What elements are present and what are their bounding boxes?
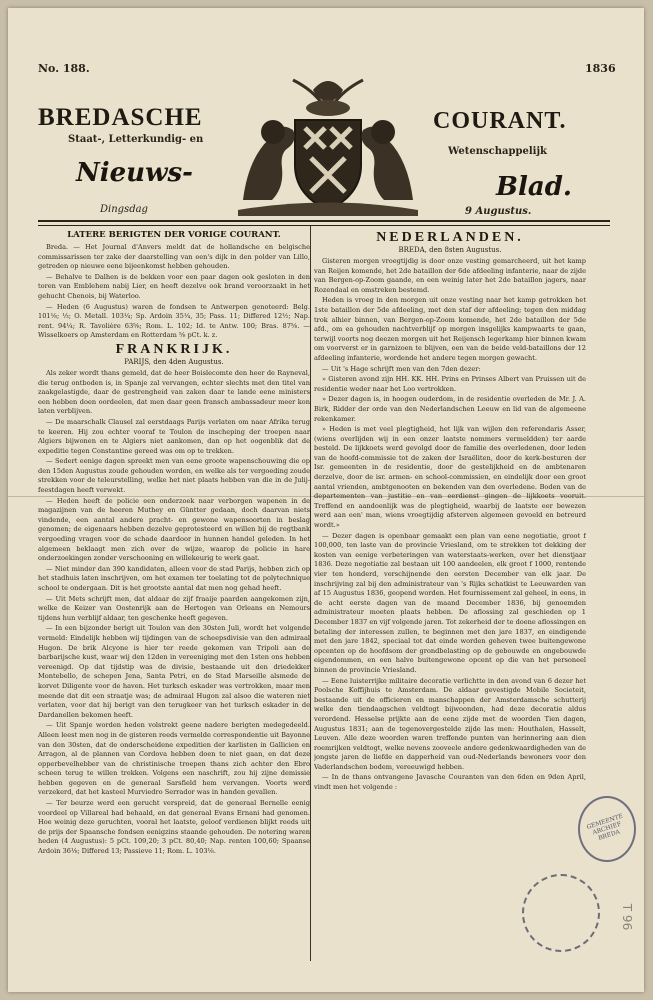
masthead-blackletter-left: Nieuws-: [76, 158, 193, 188]
section-dateline: PARIJS, den 4den Augustus.: [124, 357, 224, 366]
left-column: [38, 230, 310, 970]
section-title-france: FRANKRIJK.: [115, 341, 233, 357]
article-paragraph: » Gisteren avond zijn HH. KK. HH. Prins en Prinses Albert van Pruissen uit de residentie weder naar het Loo vertrokken.: [314, 375, 586, 393]
article-paragraph: — Niet minder dan 390 kandidaten, alleen voor de stad Parijs, hebben zich op het stadhuis laten inschrijven, om het examen ter toelating tot de polytechnique school te ondergaan. Dit is het grootste aantal dat men nog gehad heeft.: [38, 564, 310, 592]
issue-day: Dingsdag: [100, 204, 148, 215]
article-paragraph: — Eene luisterrijke militaire decoratie verlichtte in den avond van 6 dezer het Poolsche Koffijhuis te Amsterdam. De aldaar gevestigde Mobile Societeit, bestaande uit de officieren en manschappen der Amsterdamsche schutterij welke den tiendaagschen veldtogt bijwoonden, had deze decoratie aldus verordend. Hesselse prijkte aan de eene zijde met de woorden Tien dagen, Augustus 1831; aan de tegenovergestelde zijde las men: Houthalen, Hasselt, Leuven. Alle deze woorden waren treffende punten van herinnering aan dien roemrijken veldtogt, welke nevens zooveele andere gedenkwaardigheden van de jongste jaren de liefde en dapperheid van oud-Nederlands bewoners voor den Vaderlandschen bodem, vereeuwigd hebben.: [314, 676, 586, 771]
round-seal-icon: [522, 874, 600, 952]
article-paragraph: — Ter beurze werd een gerucht verspreid, dat de generaal Bernelle eenig voordeel op Villareal had behaald, en dat generaal Evans Ernani had genomen. Hoe weinig deze geruchten, vooral het laatste, geloof verdienen blijkt reeds uit de prijs der Spaansche fondsen eenigzins staande gehouden. De notering waren heden (4 Augustus): 5 pCt. 109,20; 3 pCt. 80,40; Nap. renten 100,60; Spaanse Ardoin 36⅛; Differed 13; Passieve 11; Rom. L. 103⅛.: [38, 799, 310, 856]
right-column: [314, 230, 586, 970]
newspaper-page: [8, 8, 644, 992]
right-column-header: NEDERLANDEN.: [376, 230, 524, 245]
article-paragraph: Breda. — Het Journal d'Anvers meldt dat de hollandsche en belgische commissarissen ter zake der daarstelling van een's dijk in den polder van Lillo, getreden op nieuwe eene bijeenkomst hebben gehouden.: [38, 243, 310, 271]
masthead-title-left: BREDASCHE: [38, 104, 203, 131]
article-paragraph: — Uit Spanje worden heden volstrekt geene nadere berigten medegedeeld. Alleen leest men nog in de gisteren reeds vermelde correspondentie uit Bayonne van den 30sten, dat de onderscheidene expeditien der karlisten in Gallicien en Arragon, al de plannen van Cordova hebben doen te niet gaan, en dat deze opperbevelhebber van de christinische troepen thans zich achter den Ebro scheen terug te willen trekken. Volgens een naschrift, zou hij zijne demissie hebben gegeven en de generaal Sarsfield hem vervangen. Voorts werd verzekerd, dat het kasteel Murviedro Serrador was in handen gevallen.: [38, 721, 310, 797]
article-paragraph: — Sedert eenige dagen spreekt men van eene groote wapenschouwing die op den 15den Augustus zoude gehouden worden, en welke als ter vergoeding zoude strekken voor de teleurstelling, welke het niet plaats hebben van die in de Julij-feestdagen heeft verwekt.: [38, 457, 310, 495]
article-paragraph: — Uit Mets schrijft men, dat aldaar de zijf fraaije paarden aangekomen zijn, welke de Keizer van Oostenrijk aan de Hertogen van Orleans en Nemours tijdens hun verblijf aldaar, ten geschenke heeft gegeven.: [38, 594, 310, 622]
article-paragraph: Gisteren morgen vroegtijdig is door onze vesting gemarcheerd, uit het kamp van Reijen komende, het 2de bataillon der 6de afdeeling infanterie, naar de zijde van Bergen-op-Zoom gaande, en een weinig later het 2de bataillon jagers, naar Rozendaal en omstreken bestemd.: [314, 257, 586, 294]
article-paragraph: — De maarschalk Clausel zal eerstdaags Parijs verlaten om naar Afrika terug te keeren. Hij zou echter vooraf te Toulon de inscheping der troepen naar Algiers bijwonen en te Algiers niet aankomen, dan op het oogenblik dat de expeditie tegen Constantine gereed was om op te trekken.: [38, 417, 310, 455]
column-divider: [310, 226, 311, 961]
article-paragraph: » Heden is met veel plegtigheid, het lijk van wijlen den referendaris Asser, (wiens overlijden wij in een onzer laatste nommers vermeldden) ter aarde besteld. De lijkkoets werd gevolgd door de familie des overledenen, door leden van de hoofd-commissie tot de zaken der Israëliten, door de kerk-besturen der Isr. gemeenten in de residentie, door de gestelijkheid en de ambtenaren derzelve, door de isr. armen- en school-commissien, en eindelijk door een groot aantal vrienden, ambtgenooten en bekenden van den overledene. Boden van de departementen van justitie en van eerdienst gingen de lijkkoets vooruit. Treffend en aandoenlijk was de plegtigheid, waarbij de laatste eer bewezen werd aan een' man, wiens vroegtijdig afsterven algemeen gevoeld en betreurd wordt.»: [314, 425, 586, 530]
article-paragraph: — Behalve te Dalhen is de bekken voor een paar dagen ook gesloten in den toren van Emblehem nabij Lier, en heeft dezelve ook brand veroorzaakt in het gehucht Chenois, bij Waterloo.: [38, 272, 310, 300]
issue-year: 1836: [585, 62, 616, 75]
issue-number: No. 188.: [38, 62, 90, 75]
article-paragraph: — Dezer dagen is openbaar gemaakt een plan van eene negotiatie, groot f 100,000, ten laste van de provincie Vriesland, om te strekken tot dekking der kosten van eenige verbeteringen van waterstaats-werken, over het dienstjaar 1836. Deze negotiatie zal bestaan uit 100 aandeelen, elk groot f 1000, rentende vier ten honderd, verschijnende den eersten December van elk jaar. De inschrijving zal bij den administrateur van 's Rijks schatkist te Leeuwarden van af 15 Augustus 1836, geopend worden. Het fournissement zal geheel, in eens, in de acht eerste dagen van de maand December 1836, bij genoemden administrateur moeten plaats hebben. De aflossing zal geschieden op 1 December 1837 en vijf volgende jaren. Tot zekerheid der te doene aflossingen en betaling der interessen zullen, te beginnen met den jare 1837, en eindigende met den jare 1842, speciaal tot dat einde worden geheven twee buitengewone opcenten op de hoofdsom der grondbelasting op de gebouwde en ongebouwde eigendommen, en een halve buitengewone opcent op die van het personeel binnen de provincie Vriesland.: [314, 531, 586, 674]
coat-of-arms-icon: [233, 70, 423, 220]
archive-stamp-label: GEMEENTE ARCHIEF BREDA: [585, 812, 624, 842]
article-paragraph: — Heden (6 Augustus) waren de fondsen te Antwerpen genoteerd: Belg. 101⅛; ⅓; O. Metall. 103¼; Sp. Ardoin 35¼, 35; Pass. 11; Differed 12½; Nap. rent. 94¼; R. Tavolière 63⅝; Rom. L. 102; Id. te Antw. 100; Bras. 87⅝. — Wisselkoers op Amsterdam en Rotterdam ⅝ pCt. k. z.: [38, 302, 310, 340]
right-column-dateline: BREDA, den 8sten Augustus.: [398, 246, 502, 254]
issue-date: 9 Augustus.: [465, 206, 532, 217]
masthead-subtitle-left: Staat-, Letterkundig- en: [68, 134, 204, 145]
pencil-note: T 96: [620, 903, 635, 931]
article-paragraph: Als zeker wordt thans gemeld, dat de heer Boislecomte den heer de Rayneval, die terug ontboden is, in Spanje zal vervangen, echter slechts met den titel van zaakgelastigde, daar de gestrengheid van zaken daar te lande eene ministers een hebben doen oordeelen, dat men daar geen fransch ambassadeur meer kon laten verblijven.: [38, 368, 310, 416]
article-paragraph: — In een bijzonder berigt uit Toulon van den 30sten Juli, wordt het volgende vermeld: Eindelijk hebben wij tijdingen van de scheepsdivisie van den admiraal Hugon. De brik Alcyone is hier ter reede gekomen van Tripoli aan de barbarijsche kust, waar wij den 12den in vereeniging met den 1sten ons hebben vereenigd. Op dat tijdstip was de divisie, bestaande uit den driedekker Montebello, de schepen Jena, Santa Petri, en de Stad Marseille alsmede de korvet Diligente voor de haven. Het turksch eskader was vertrokken, maar men meende dat dit een straatje was; de admiraal Hugon zal alsoo die wateren niet verlaten, voor dat hij berigt van den terugkeer van het turksch eskader in de Dardanellen bekomen heeft.: [38, 624, 310, 719]
left-column-header: LATERE BERIGTEN DER VORIGE COURANT.: [67, 230, 281, 240]
article-paragraph: — Uit 's Hage schrijft men van den 7den dezer:: [322, 364, 481, 373]
archive-stamp-icon: [578, 796, 636, 862]
article-paragraph: Heden is vroeg in den morgen uit onze vesting naar het kamp getrokken het 1ste bataillon der 5de afdeeling, met den staf der afdeeling; tegen den middag trok alhier binnen, van Bergen-op-Zoom komende, het 2de bataillon der 5de afd., om ea gehouden nachtverblijf op morgen insgelijks kampwaarts te gaan, terwijl voorts nog deezen morgen uit het Reijensch legerkamp hier binnen kwam om voorverst er in garnizoen te blijven, een van de beide veld-bataillons der 12 afdeeling infanterie, wordende het andere tegen morgen gewacht.: [314, 296, 586, 362]
article-paragraph: — Heden heeft de policie een onderzoek naar verborgen wapenen in de magazijnen van de heeren Muthey en Güntter gedaan, doch daarvan niets vindende, een aantal andere pracht- en gewone wapensoorten in beslag genomen; de eigenaars hebben dezelve geprotesteerd en willen bij de regtbank vergoeding vragen voor de schade daardoor in hunnen handel geleden. In het algemeen beklaagt men zich over de wijze, waarop de policie in hare onderzoekingen zonder verschooning en willekeurig te werk gaat.: [38, 496, 310, 563]
masthead-subtitle-right: Wetenschappelijk: [448, 146, 547, 157]
masthead-blackletter-right: Blad.: [496, 172, 572, 202]
article-paragraph: — In de thans ontvangene Javasche Couranten van den 6den en 9den April, vindt men het volgende :: [314, 773, 586, 792]
article-paragraph: » Dezer dagen is, in hoogen ouderdom, in de residentie overleden de Mr. J. A. Birk, Ridder der orde van den Nederlandschen Leeuw en lid van de algemeene rekenkamer.: [314, 395, 586, 423]
masthead-divider: [38, 220, 610, 226]
masthead-title-right: COURANT.: [433, 108, 567, 134]
